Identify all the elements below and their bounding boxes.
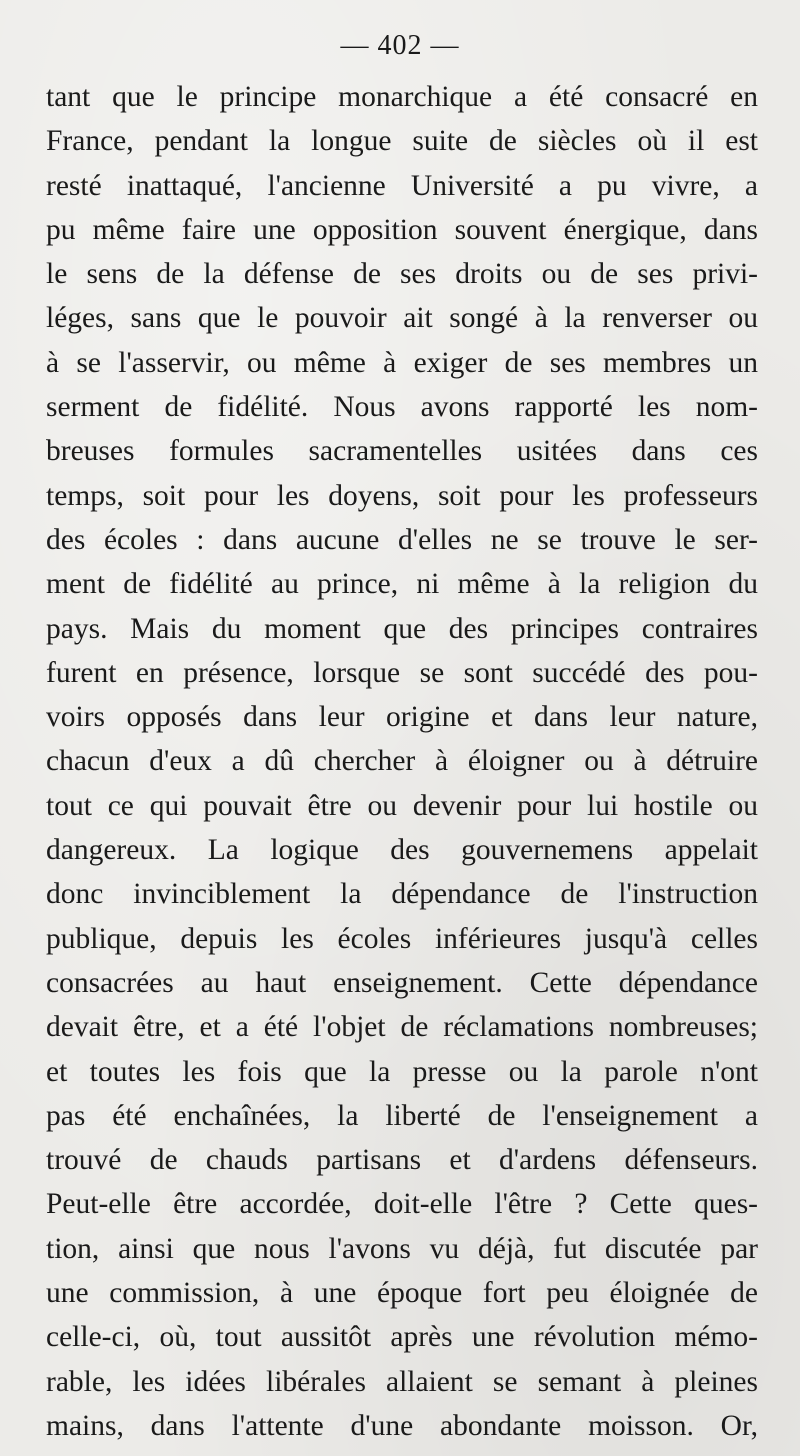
text-line: chacun d'eux a dû chercher à éloigner ou à détruire	[46, 745, 758, 778]
text-line: celle-ci, où, tout aussitôt après une révolution mémo-	[46, 1321, 758, 1354]
text-line: pu même faire une opposition souvent énergique, dans	[46, 213, 758, 246]
text-line: consacrées au haut enseignement. Cette dépendance	[46, 966, 758, 999]
text-line: devait être, et a été l'objet de réclamations nombreuses;	[46, 1011, 758, 1044]
text-line: une commission, à une époque fort peu éloignée de	[46, 1277, 758, 1310]
text-line: tout ce qui pouvait être ou devenir pour lui hostile ou	[46, 789, 758, 822]
text-line: léges, sans que le pouvoir ait songé à la renverser ou	[46, 302, 758, 335]
text-line: voirs opposés dans leur origine et dans leur nature,	[46, 701, 758, 734]
text-line: des écoles : dans aucune d'elles ne se trouve le ser-	[46, 523, 758, 556]
text-line: pas été enchaînées, la liberté de l'enseignement a	[46, 1099, 758, 1132]
text-line: publique, depuis les écoles inférieures jusqu'à celles	[46, 922, 758, 955]
text-line: rable, les idées libérales allaient se semant à pleines	[46, 1365, 758, 1398]
text-line: et toutes les fois que la presse ou la parole n'ont	[46, 1055, 758, 1088]
page-number: — 402 —	[340, 30, 460, 61]
text-line: le sens de la défense de ses droits ou de ses privi-	[46, 258, 758, 291]
text-line: ment de fidélité au prince, ni même à la religion du	[46, 568, 758, 601]
text-line: furent en présence, lorsque se sont succédé des pou-	[46, 656, 758, 689]
text-line: trouvé de chauds partisans et d'ardens défenseurs.	[46, 1144, 758, 1177]
text-line: mains, dans l'attente d'une abondante moisson. Or,	[46, 1409, 758, 1442]
text-line: tant que le principe monarchique a été consacré en	[46, 81, 758, 113]
text-line: tion, ainsi que nous l'avons vu déjà, fut discutée par	[46, 1232, 758, 1265]
text-line: Peut-elle être accordée, doit-elle l'être ? Cette ques-	[46, 1188, 758, 1221]
text-line: resté inattaqué, l'ancienne Université a pu vivre, a	[46, 169, 758, 202]
text-line: serment de fidélité. Nous avons rapporté les nom-	[46, 391, 758, 424]
text-line: à se l'asservir, ou même à exiger de ses membres un	[46, 346, 758, 379]
body-text	[46, 75, 758, 1448]
text-line: pays. Mais du moment que des principes contraires	[46, 612, 758, 645]
text-line: France, pendant la longue suite de siècles où il est	[46, 125, 758, 158]
text-line: breuses formules sacramentelles usitées dans ces	[46, 435, 758, 468]
text-line: donc invinciblement la dépendance de l'instruction	[46, 878, 758, 911]
text-line: temps, soit pour les doyens, soit pour les professeurs	[46, 479, 758, 512]
text-line: dangereux. La logique des gouvernemens appelait	[46, 834, 758, 867]
